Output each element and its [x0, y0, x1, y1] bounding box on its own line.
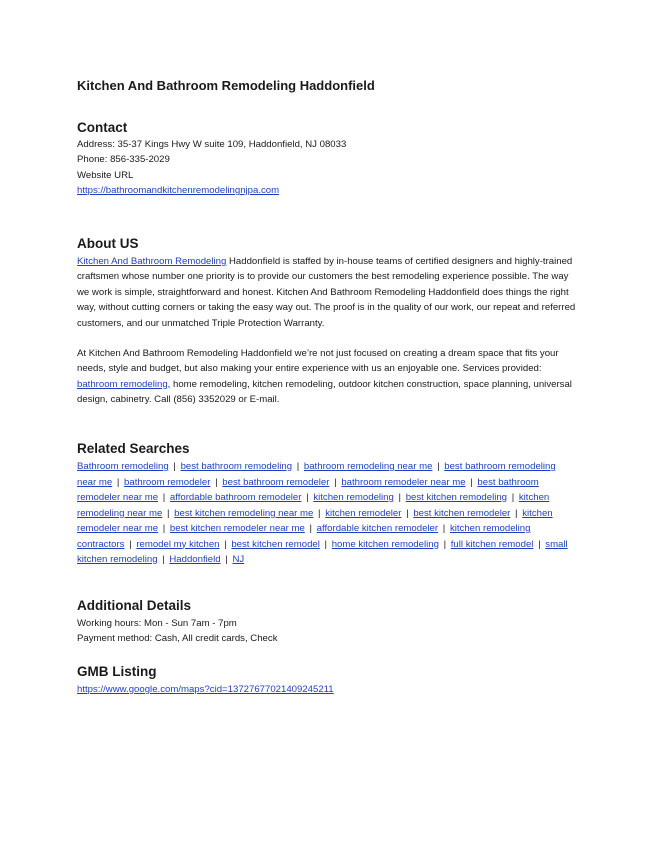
- link-separator: |: [309, 523, 312, 534]
- link-separator: |: [167, 507, 170, 519]
- payment-methods: Payment method: Cash, All credit cards, Check: [77, 633, 278, 645]
- related-search-link[interactable]: kitchen remodeler: [325, 507, 402, 519]
- working-hours: Working hours: Mon - Sun 7am - 7pm: [77, 618, 237, 629]
- related-heading: Related Searches: [77, 441, 190, 456]
- link-separator: |: [511, 492, 515, 503]
- about-paragraph-1-text: Haddonfield is staffed by in-house teams of certified designers and highly-trained craftsmen whose number one priority is to provide our customers the best remodeling experience possible. The way we work is simple, straightforward and honest. Kitchen And Bathroom Remodeling Haddonfield does things the right way, without cutting corners or taking the easy way out. The proof is in the quality of our work, our repeat and referred customers, and our unmatched Triple Protection Warranty.: [77, 256, 576, 329]
- link-separator: |: [162, 554, 165, 565]
- additional-block: [77, 616, 577, 647]
- related-search-link[interactable]: bathroom remodeling near me: [303, 461, 433, 472]
- related-search-link[interactable]: best kitchen remodeling near me: [174, 507, 314, 519]
- link-separator: |: [324, 538, 328, 550]
- related-search-link[interactable]: Bathroom remodeling: [77, 461, 169, 472]
- related-search-link[interactable]: affordable kitchen remodeler: [316, 523, 439, 534]
- link-separator: |: [334, 476, 337, 488]
- related-search-link[interactable]: best bathroom remodeler: [222, 476, 330, 488]
- related-search-link[interactable]: kitchen remodeling: [313, 492, 394, 503]
- link-separator: |: [296, 461, 300, 472]
- link-separator: |: [406, 507, 409, 519]
- additional-heading: Additional Details: [77, 598, 192, 613]
- link-separator: |: [162, 523, 166, 534]
- services-bathroom-link[interactable]: bathroom remodeling: [77, 378, 168, 390]
- link-separator: |: [470, 476, 473, 488]
- related-search-link[interactable]: kitchen remodeler near me: [77, 507, 553, 534]
- about-company-link[interactable]: Kitchen And Bathroom Remodeling: [77, 256, 227, 267]
- related-search-link[interactable]: affordable bathroom remodeler: [169, 492, 302, 503]
- link-separator: |: [437, 461, 440, 472]
- link-separator: |: [538, 538, 541, 550]
- related-search-link[interactable]: kitchen remodeling contractors: [77, 523, 531, 550]
- about-paragraph-2: [77, 346, 577, 408]
- about-paragraph-2-text: At Kitchen And Bathroom Remodeling Haddonfield we’re not just focused on creating a dream space that fits your needs, style and budget, but also making your entire experience with us an enjoyable one.: [77, 348, 559, 375]
- related-links-list: [77, 459, 577, 568]
- link-separator: |: [318, 507, 321, 519]
- related-search-link[interactable]: NJ: [232, 554, 245, 565]
- contact-block: [77, 137, 577, 199]
- related-search-link[interactable]: best bathroom remodeler near me: [77, 476, 539, 503]
- contact-phone: Phone: 856-335-2029: [77, 154, 170, 166]
- related-search-link[interactable]: bathroom remodeler near me: [341, 476, 466, 488]
- related-search-link[interactable]: full kitchen remodel: [450, 538, 534, 550]
- link-separator: |: [225, 554, 228, 565]
- link-separator: |: [215, 476, 218, 488]
- contact-website-link[interactable]: https://bathroomandkitchenremodelingnjpa.com: [77, 185, 280, 197]
- link-separator: |: [129, 538, 132, 550]
- related-search-link[interactable]: remodel my kitchen: [136, 538, 220, 550]
- link-separator: |: [515, 507, 518, 519]
- about-paragraph-1: [77, 254, 577, 331]
- services-prefix: Services provided:: [462, 363, 542, 375]
- contact-website-label: Website URL: [77, 169, 134, 181]
- about-heading: About US: [77, 236, 139, 251]
- contact-address: Address: 35-37 Kings Hwy W suite 109, Haddonfield, NJ 08033: [77, 139, 347, 150]
- gmb-block: [77, 682, 577, 697]
- gmb-maps-link[interactable]: https://www.google.com/maps?cid=13727677021409245211: [77, 684, 334, 695]
- related-search-link[interactable]: kitchen remodeling near me: [77, 492, 550, 519]
- related-search-link[interactable]: small kitchen remodeling: [77, 538, 568, 565]
- related-search-link[interactable]: best kitchen remodeling: [405, 492, 508, 503]
- link-separator: |: [173, 461, 176, 472]
- contact-heading: Contact: [77, 120, 128, 135]
- related-search-link[interactable]: best kitchen remodeler near me: [169, 523, 305, 534]
- related-search-link[interactable]: best kitchen remodel: [231, 538, 320, 550]
- related-search-link[interactable]: best bathroom remodeling near me: [77, 461, 556, 488]
- related-search-link[interactable]: home kitchen remodeling: [331, 538, 439, 550]
- link-separator: |: [398, 492, 402, 503]
- link-separator: |: [116, 476, 120, 488]
- services-text: , home remodeling, kitchen remodeling, outdoor kitchen construction, space planning, universal design, cabinetry. Call (856) 3352029 or E-mail.: [77, 378, 572, 406]
- link-separator: |: [224, 538, 227, 550]
- link-separator: |: [306, 492, 309, 503]
- gmb-heading: GMB Listing: [77, 664, 157, 679]
- document-title: Kitchen And Bathroom Remodeling Haddonfield: [77, 78, 375, 93]
- related-search-link[interactable]: best bathroom remodeling: [180, 461, 293, 472]
- about-block: [77, 254, 577, 408]
- link-separator: |: [162, 492, 166, 503]
- link-separator: |: [443, 538, 447, 550]
- related-search-link[interactable]: Haddonfield: [169, 554, 221, 565]
- link-separator: |: [442, 523, 446, 534]
- related-search-link[interactable]: bathroom remodeler: [124, 476, 211, 488]
- related-search-link[interactable]: best kitchen remodeler: [413, 507, 511, 519]
